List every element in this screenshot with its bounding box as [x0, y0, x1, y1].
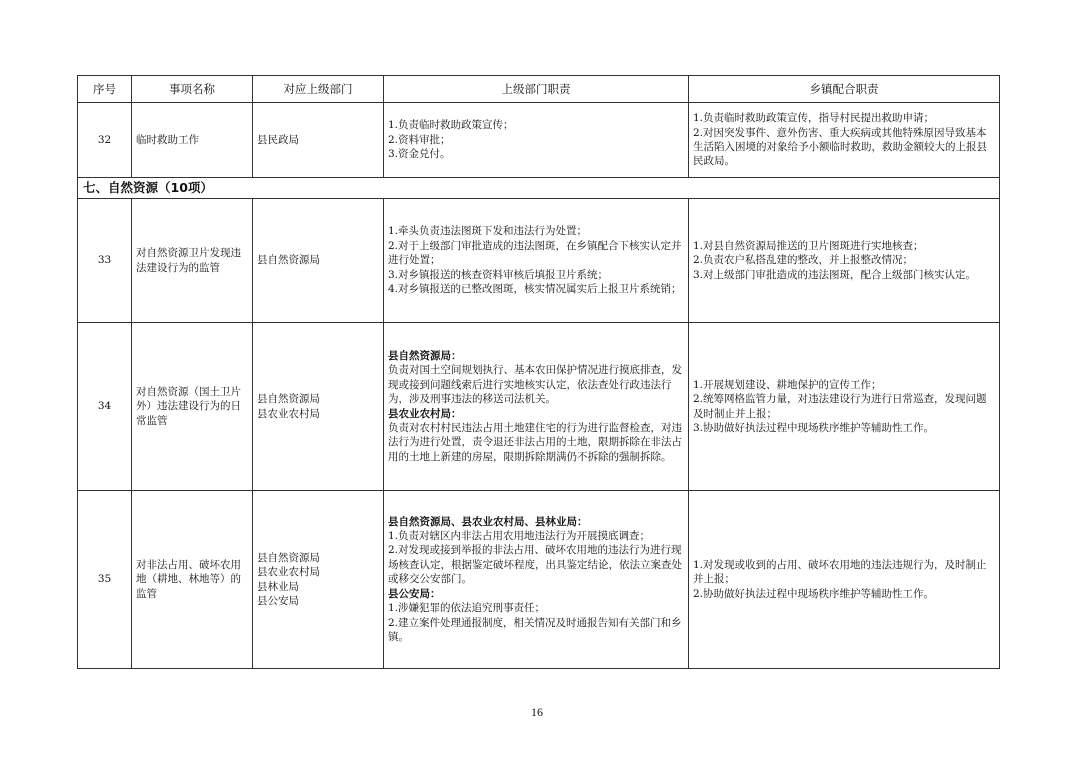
header-item-name: 事项名称 — [132, 76, 253, 103]
duty-line: 1.涉嫌犯罪的依法追究刑事责任； — [388, 602, 546, 615]
item-name-text: 对自然资源卫片发现违法建设行为的监管 — [136, 247, 241, 274]
upper-duty-cell — [384, 103, 689, 178]
upper-dept-cell — [253, 491, 384, 669]
header-no: 序号 — [78, 76, 132, 103]
duty-line: 2.建立案件处理通报制度，相关情况及时通报告知有关部门和乡镇。 — [388, 616, 682, 643]
item-name-cell — [132, 491, 253, 669]
dept-heading: 县自然资源局： — [388, 349, 462, 362]
table-row — [78, 199, 1000, 323]
duty-line: 3.对上级部门审批造成的违法图斑，配合上级部门核实认定。 — [693, 268, 977, 281]
dept-name: 县林业局 — [257, 580, 299, 593]
duty-line: 2.负责农户私搭乱建的整改，并上报整改情况； — [693, 254, 914, 267]
upper-duty-cell — [384, 323, 689, 491]
duty-line: 负责对国土空间规划执行、基本农田保护情况进行摸底排查，发现或接到问题线索后进行实地核实认定，依法查处行政违法行为，涉及刑事违法的移送司法机关。 — [388, 364, 682, 406]
duty-line: 3.资金兑付。 — [388, 148, 451, 161]
duty-line: 2.对发现或接到举报的非法占用、破坏农用地的违法行为进行现场核查认定，根据鉴定破坏程度，出具鉴定结论，依法立案查处或移交公安部门。 — [388, 544, 682, 586]
town-duty-cell — [689, 491, 1000, 669]
table-header-row — [78, 76, 1000, 103]
duty-line: 1.负责对辖区内非法占用农用地违法行为开展摸底调查； — [388, 530, 651, 543]
town-duty-cell — [689, 199, 1000, 323]
upper-duty-cell — [384, 199, 689, 323]
item-name-text: 临时救助工作 — [136, 133, 199, 146]
table-row — [78, 103, 1000, 178]
town-duty-cell — [689, 323, 1000, 491]
section-title: 七、自然资源（10项） — [78, 178, 1000, 199]
section-row — [78, 178, 1000, 199]
duty-line: 2.统筹网格监管力量，对违法建设行为进行日常巡查，发现问题及时制止并上报； — [693, 393, 987, 420]
duty-line: 3.协助做好执法过程中现场秩序维护等辅助性工作。 — [693, 421, 935, 434]
dept-name: 县农业农村局 — [257, 566, 320, 579]
upper-dept-cell — [253, 323, 384, 491]
duty-line: 1.负责临时救助政策宣传，指导村民提出救助申请； — [693, 112, 935, 125]
table-body-before — [78, 103, 1000, 178]
section-body — [78, 178, 1000, 199]
duty-line: 4.对乡镇报送的已整改图斑，核实情况属实后上报卫片系统销； — [388, 283, 682, 296]
item-name-cell — [132, 103, 253, 178]
item-name-text: 对自然资源（国土卫片外）违法建设行为的日常监管 — [136, 385, 241, 427]
page-number: 16 — [531, 705, 543, 719]
header-town-duty: 乡镇配合职责 — [689, 76, 1000, 103]
dept-name: 县自然资源局 — [257, 254, 320, 267]
duty-line: 1.对县自然资源局推送的卫片图斑进行实地核查； — [693, 239, 924, 252]
duty-line: 2.对于上级部门审批造成的违法图斑，在乡镇配合下核实认定并进行处置； — [388, 239, 682, 267]
dept-name: 县公安局 — [257, 594, 299, 607]
dept-heading: 县公安局： — [388, 587, 441, 600]
table-row — [78, 323, 1000, 491]
town-duty-cell — [689, 103, 1000, 178]
duty-line: 负责对农村村民违法占用土地建住宅的行为进行监督检查，对违法行为进行处置，责令退还非法占用的土地，限期拆除在非法占用的土地上新建的房屋，限期拆除期满仍不拆除的强制拆除。 — [388, 421, 682, 463]
row-number-cell: 33 — [78, 199, 132, 323]
duty-line: 2.对因突发事件、意外伤害、重大疾病或其他特殊原因导致基本生活陷入困境的对象给予小额临时救助，救助金额较大的上报县民政局。 — [693, 126, 987, 168]
upper-dept-cell — [253, 199, 384, 323]
item-name-cell — [132, 323, 253, 491]
duty-line: 3.对乡镇报送的核查资料审核后填报卫片系统； — [388, 268, 609, 281]
dept-name: 县民政局 — [257, 133, 299, 146]
duty-line: 2.资料审批； — [388, 133, 451, 146]
dept-heading: 县农业农村局： — [388, 407, 462, 420]
row-number-cell: 35 — [78, 491, 132, 669]
duty-line: 1.开展规划建设、耕地保护的宣传工作； — [693, 378, 882, 391]
row-number-cell: 32 — [78, 103, 132, 178]
upper-duty-cell — [384, 491, 689, 669]
duty-table — [77, 75, 1000, 669]
header-upper-dept: 对应上级部门 — [253, 76, 384, 103]
duty-line: 1.负责临时救助政策宣传； — [388, 119, 514, 132]
duty-line: 1.牵头负责违法图斑下发和违法行为处置； — [388, 225, 588, 238]
header-upper-duty: 上级部门职责 — [384, 76, 689, 103]
row-number-cell: 34 — [78, 323, 132, 491]
item-name-text: 对非法占用、破坏农用地（耕地、林地等）的监管 — [136, 558, 241, 600]
duty-line: 2.协助做好执法过程中现场秩序维护等辅助性工作。 — [693, 587, 935, 600]
dept-name: 县农业农村局 — [257, 407, 320, 420]
dept-name: 县自然资源局 — [257, 393, 320, 406]
table-row — [78, 491, 1000, 669]
table-body-rows — [78, 199, 1000, 669]
dept-name: 县自然资源局 — [257, 551, 320, 564]
upper-dept-cell — [253, 103, 384, 178]
duty-line: 1.对发现或收到的占用、破坏农用地的违法违规行为，及时制止并上报； — [693, 558, 987, 586]
dept-heading: 县自然资源局、县农业农村局、县林业局： — [388, 515, 588, 528]
item-name-cell — [132, 199, 253, 323]
